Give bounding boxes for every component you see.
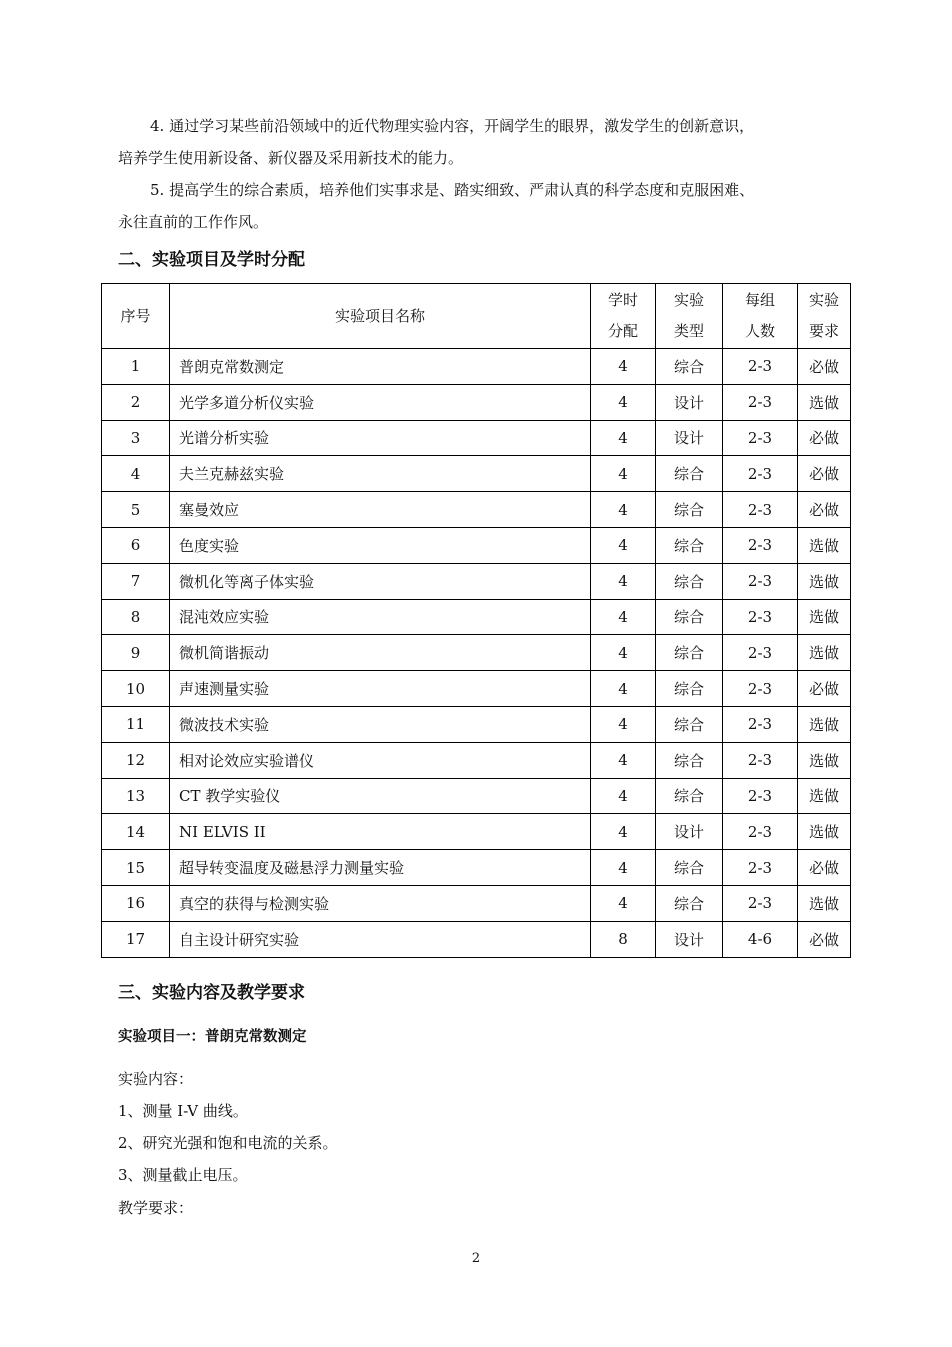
cell-group-size: 2-3 xyxy=(723,492,798,528)
cell-group-size: 2-3 xyxy=(723,384,798,420)
table-row xyxy=(102,885,851,921)
project-1-title: 实验项目一：普朗克常数测定 xyxy=(118,1029,307,1045)
cell-hours: 4 xyxy=(591,635,656,671)
cell-requirement: 选做 xyxy=(798,885,851,921)
cell-type: 综合 xyxy=(656,706,723,742)
cell-requirement: 必做 xyxy=(798,671,851,707)
objective-paragraph-5 xyxy=(118,174,838,238)
header-type: 实验 类型 xyxy=(656,284,723,349)
table-header-row xyxy=(102,284,851,349)
cell-index: 1 xyxy=(102,349,170,385)
header-name: 实验项目名称 xyxy=(170,284,591,349)
section-3-heading: 三、实验内容及教学要求 xyxy=(118,983,305,1003)
table-row xyxy=(102,563,851,599)
cell-index: 2 xyxy=(102,384,170,420)
cell-group-size: 2-3 xyxy=(723,742,798,778)
cell-type: 综合 xyxy=(656,885,723,921)
objective-paragraph-4 xyxy=(118,110,838,174)
cell-index: 13 xyxy=(102,778,170,814)
cell-index: 3 xyxy=(102,420,170,456)
cell-hours: 4 xyxy=(591,349,656,385)
cell-group-size: 2-3 xyxy=(723,420,798,456)
objective-5-line-2: 永往直前的工作作风。 xyxy=(118,213,269,231)
table-row xyxy=(102,921,851,957)
cell-type: 综合 xyxy=(656,349,723,385)
table-row xyxy=(102,599,851,635)
content-item-2: 2、研究光强和饱和电流的关系。 xyxy=(118,1134,338,1152)
cell-name: 微波技术实验 xyxy=(170,706,591,742)
cell-index: 14 xyxy=(102,814,170,850)
table-row xyxy=(102,527,851,563)
cell-hours: 4 xyxy=(591,384,656,420)
cell-type: 综合 xyxy=(656,599,723,635)
cell-type: 综合 xyxy=(656,778,723,814)
cell-group-size: 2-3 xyxy=(723,456,798,492)
cell-index: 8 xyxy=(102,599,170,635)
table-row xyxy=(102,778,851,814)
cell-name: 真空的获得与检测实验 xyxy=(170,885,591,921)
cell-type: 综合 xyxy=(656,671,723,707)
header-requirement: 实验 要求 xyxy=(798,284,851,349)
objective-4-line-1: 4. 通过学习某些前沿领域中的近代物理实验内容，开阔学生的眼界，激发学生的创新意识， xyxy=(150,117,755,135)
section-2-heading: 二、实验项目及学时分配 xyxy=(118,250,305,270)
page-number: 2 xyxy=(471,1251,481,1266)
cell-index: 15 xyxy=(102,850,170,886)
cell-requirement: 选做 xyxy=(798,635,851,671)
cell-type: 设计 xyxy=(656,420,723,456)
cell-index: 7 xyxy=(102,563,170,599)
table-row xyxy=(102,706,851,742)
cell-hours: 4 xyxy=(591,599,656,635)
cell-index: 16 xyxy=(102,885,170,921)
cell-group-size: 2-3 xyxy=(723,671,798,707)
header-index: 序号 xyxy=(102,284,170,349)
cell-name: 光学多道分析仪实验 xyxy=(170,384,591,420)
cell-name: 声速测量实验 xyxy=(170,671,591,707)
cell-group-size: 2-3 xyxy=(723,599,798,635)
cell-requirement: 必做 xyxy=(798,921,851,957)
cell-name: 相对论效应实验谱仪 xyxy=(170,742,591,778)
cell-requirement: 选做 xyxy=(798,527,851,563)
cell-index: 10 xyxy=(102,671,170,707)
table-row xyxy=(102,349,851,385)
cell-requirement: 必做 xyxy=(798,349,851,385)
cell-hours: 4 xyxy=(591,420,656,456)
cell-hours: 4 xyxy=(591,456,656,492)
table-body xyxy=(102,349,851,958)
cell-type: 设计 xyxy=(656,814,723,850)
cell-hours: 4 xyxy=(591,492,656,528)
cell-type: 设计 xyxy=(656,921,723,957)
cell-name: 普朗克常数测定 xyxy=(170,349,591,385)
cell-group-size: 2-3 xyxy=(723,850,798,886)
cell-name: 夫兰克赫兹实验 xyxy=(170,456,591,492)
cell-hours: 4 xyxy=(591,671,656,707)
cell-requirement: 必做 xyxy=(798,420,851,456)
cell-hours: 4 xyxy=(591,706,656,742)
cell-requirement: 选做 xyxy=(798,706,851,742)
cell-requirement: 必做 xyxy=(798,456,851,492)
cell-index: 11 xyxy=(102,706,170,742)
cell-requirement: 选做 xyxy=(798,384,851,420)
cell-requirement: 选做 xyxy=(798,742,851,778)
cell-index: 6 xyxy=(102,527,170,563)
objective-4-line-2: 培养学生使用新设备、新仪器及采用新技术的能力。 xyxy=(118,149,464,167)
table-row xyxy=(102,456,851,492)
cell-hours: 4 xyxy=(591,850,656,886)
cell-index: 9 xyxy=(102,635,170,671)
table-row xyxy=(102,814,851,850)
cell-type: 综合 xyxy=(656,563,723,599)
table-row xyxy=(102,420,851,456)
table-row xyxy=(102,850,851,886)
experiment-schedule-table xyxy=(101,283,851,958)
cell-requirement: 选做 xyxy=(798,778,851,814)
content-item-3: 3、测量截止电压。 xyxy=(118,1166,248,1184)
cell-type: 综合 xyxy=(656,742,723,778)
cell-type: 综合 xyxy=(656,456,723,492)
content-label: 实验内容： xyxy=(118,1070,194,1088)
cell-name: CT 教学实验仪 xyxy=(170,778,591,814)
cell-name: 塞曼效应 xyxy=(170,492,591,528)
cell-group-size: 2-3 xyxy=(723,527,798,563)
objective-5-line-1: 5. 提高学生的综合素质，培养他们实事求是、踏实细致、严肃认真的科学态度和克服困难、 xyxy=(150,181,755,199)
cell-type: 综合 xyxy=(656,492,723,528)
cell-type: 设计 xyxy=(656,384,723,420)
cell-type: 综合 xyxy=(656,850,723,886)
header-group-size: 每组 人数 xyxy=(723,284,798,349)
cell-hours: 4 xyxy=(591,778,656,814)
cell-type: 综合 xyxy=(656,527,723,563)
header-hours: 学时 分配 xyxy=(591,284,656,349)
cell-index: 12 xyxy=(102,742,170,778)
cell-hours: 8 xyxy=(591,921,656,957)
cell-requirement: 选做 xyxy=(798,563,851,599)
cell-requirement: 选做 xyxy=(798,814,851,850)
cell-group-size: 2-3 xyxy=(723,814,798,850)
cell-hours: 4 xyxy=(591,563,656,599)
cell-hours: 4 xyxy=(591,885,656,921)
cell-group-size: 2-3 xyxy=(723,563,798,599)
cell-name: 超导转变温度及磁悬浮力测量实验 xyxy=(170,850,591,886)
cell-index: 4 xyxy=(102,456,170,492)
cell-hours: 4 xyxy=(591,527,656,563)
cell-name: 微机简谐振动 xyxy=(170,635,591,671)
cell-group-size: 2-3 xyxy=(723,349,798,385)
table-row xyxy=(102,742,851,778)
cell-name: NI ELVIS II xyxy=(170,814,591,850)
table-row xyxy=(102,671,851,707)
table-row xyxy=(102,635,851,671)
cell-requirement: 必做 xyxy=(798,850,851,886)
cell-group-size: 4-6 xyxy=(723,921,798,957)
cell-index: 17 xyxy=(102,921,170,957)
cell-index: 5 xyxy=(102,492,170,528)
cell-name: 色度实验 xyxy=(170,527,591,563)
cell-requirement: 选做 xyxy=(798,599,851,635)
cell-name: 微机化等离子体实验 xyxy=(170,563,591,599)
cell-group-size: 2-3 xyxy=(723,885,798,921)
requirements-label: 教学要求： xyxy=(118,1199,194,1217)
cell-group-size: 2-3 xyxy=(723,778,798,814)
cell-hours: 4 xyxy=(591,742,656,778)
content-item-1: 1、测量 I-V 曲线。 xyxy=(118,1102,248,1120)
cell-group-size: 2-3 xyxy=(723,706,798,742)
cell-requirement: 必做 xyxy=(798,492,851,528)
table-row xyxy=(102,492,851,528)
cell-type: 综合 xyxy=(656,635,723,671)
cell-group-size: 2-3 xyxy=(723,635,798,671)
cell-name: 混沌效应实验 xyxy=(170,599,591,635)
cell-name: 光谱分析实验 xyxy=(170,420,591,456)
cell-name: 自主设计研究实验 xyxy=(170,921,591,957)
table-row xyxy=(102,384,851,420)
cell-hours: 4 xyxy=(591,814,656,850)
